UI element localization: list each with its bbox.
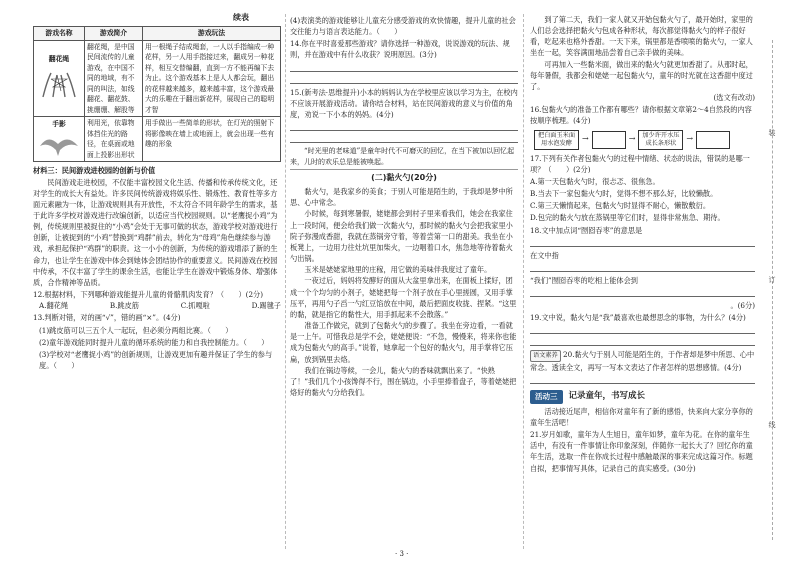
option-c[interactable]: C.第三天懒惰起来，包黏火勺时显得不耐心，懒散敷衍。 — [530, 201, 711, 211]
story-paragraph: 小时候，每到寒暑假，姥姥都会到村子里来看我们，她会在我家住上一段时间，便会给我们做一次黏火勺，那时候的黏火勺会把我家里小院子弥漫成香甜，我就在蒸锅旁守着，等着尝第一口的甜美。我坐在小板凳上，一边用力往灶坑里加柴火，一边咽着口水，焦急地等待着黏火勺出锅。 — [290, 209, 513, 264]
binding-line — [772, 40, 773, 540]
question-13-item-4: (4)表演类的游戏能够让儿童充分感受游戏的欢快情趣，提升儿童的社会交往能力与语言表达能力。（ ） — [290, 16, 516, 37]
answer-line[interactable] — [290, 63, 518, 72]
story-paragraph: 准备工作做完，就到了包黏火勺的步骤了。我坐在旁边看，一看就是一上午。可惜我总是学不会，姥姥便说：“不急，慢慢来，将来你也能成为包黏火勺的高手。”说着，她拿起一个包好的黏火勺，用手掌将它压扁，放到锅里去烙。 — [290, 321, 517, 364]
left-column — [33, 14, 281, 371]
binding-mark-top: 装 — [768, 129, 776, 137]
option-c[interactable]: C.抓嘎啦 — [180, 301, 210, 311]
material-3-title: 材料三：民间游戏进校园的创新与价值 — [33, 166, 156, 176]
answer-line[interactable] — [530, 238, 755, 247]
option-b[interactable]: B.当去下一家包黏火勺时，觉得不想不那么好，比较懒散。 — [530, 189, 718, 199]
answer-line[interactable] — [290, 75, 518, 84]
table-header-intro: 游戏简介 — [85, 27, 143, 41]
story-paragraph: 玉米是姥姥家地里的庄稼，用它做的美味伴我度过了童年。 — [304, 265, 492, 275]
question-12-options — [33, 300, 281, 311]
option-d[interactable]: D.包完的黏火勺放在蒸锅里等它们时，显得非常焦急、期待。 — [530, 213, 725, 223]
reading-intro-note: “时光里的老味道”是童年时代不可磨灭的回忆，在当下被加以回忆起来，儿时的欢乐总是能被唤起。 — [290, 146, 518, 170]
flow-blank[interactable] — [592, 131, 626, 149]
game-intro-cell: 利用光，依靠物体挡住光的路径，在桌面或地面上投影出形状 — [85, 117, 143, 162]
column-divider — [285, 14, 287, 549]
answer-line[interactable] — [530, 375, 755, 384]
middle-column — [290, 14, 518, 398]
game-name-cell — [34, 117, 85, 162]
games-table — [33, 26, 281, 162]
continued-table-label: 续表 — [233, 13, 249, 22]
option-d[interactable]: D.踢毽子 — [251, 301, 281, 311]
hand-shadow-illustration — [38, 132, 80, 158]
table-row — [34, 40, 281, 117]
material-3-body: 民间游戏走进校园，不仅能丰富校园文化生活、传播和传承传统文化，还对学生的成长大有益处。许多民间传统游戏将娱乐性、锻炼性、教育性等多方面元素融为一体，让游戏规则具有开放性，不太符合不同年龄学生的需求，基于此许多学校对游戏进行改编创新，以适应当代校园规则。以“老鹰捉小鸡”为例，传统规则里被捉住的“小鸡”会处于无事可做的状态，游戏学校对游戏进行创新，让被捉到的“小鸡”替换到“鸡群”前去，转化为“母鸡”角色继续参与游戏，承担起保护“鸡群”的职责。这一小小的创新，为传统的游戏增添了新的生命力，也让学生在游戏中体会到她体会团结协作的重要意义。民间游戏在校园中传承，不仅丰富了学生的课余生活，也能让学生在游戏中锻炼身体、增强体质，合作精神等品质。 — [33, 177, 278, 287]
story-paragraph: 黏火勺，是我家乡的美食；于别人可能是陌生的，于我却是梦中所思、心中常念。 — [290, 187, 513, 208]
question-12: 12.根据材料，下列哪种游戏能提升儿童的骨骼肌肉发育？（ ）(2分) — [33, 290, 264, 300]
page-number: · 3 · — [395, 550, 409, 558]
answer-line[interactable] — [530, 288, 755, 297]
game-name: 手影 — [52, 120, 66, 129]
activity-title: 记录童年，书写成长 — [568, 391, 646, 402]
option-a[interactable]: A.翻花绳 — [39, 301, 69, 311]
question-21: 21.岁月如歌，童年为人生旭日，童年如梦，童年为花。在你的童年生活中，有没有一件事情让你印象深刻，伴随你一起长大了？回忆你的童年生活，选取一件在你成长过程中感触最深的事来完成这篇习作。标题自拟，把事情写具体，记录自己的真实感受。(30分) — [530, 430, 753, 473]
section-title: (二)黏火勺(20分) — [371, 172, 437, 182]
question-17: 17.下列有关作者包黏火勺的过程中情绪、状态的说法，错误的是哪一项？（ ）(2分) — [530, 153, 750, 174]
story-paragraph: 我们在锅边等候，一会儿，黏火勺的香味就飘出来了。“快熟了！”我们几个小孩馋得不行，围在锅边，小手里捧着盘子，等着姥姥把烙好的黏火勺分给我们。 — [290, 365, 517, 397]
table-header-play: 游戏玩法 — [143, 27, 281, 41]
story-paragraph: 一夜过后，妈妈将发酵好的面从大盆里拿出来，在面板上揉好，团成一个个均匀的小剂子，姥姥把每一个剂子放在手心里搓圆，又用手掌压平，再用勺子舀一勺红豆馅放在中间，最后把面皮收拢、捏紧。“这里的黏，就是指它的黏性大，用手抓起来不会散落。” — [290, 276, 517, 319]
question-20 — [530, 349, 755, 373]
option-b[interactable]: B.跳皮筋 — [109, 301, 139, 311]
question-15: 15.(新考法·思维提升)小本的妈妈认为在学校里应该以学习为主，在校内不应该开展游戏活动。请你结合材料，站在民间游戏的意义与价值的角度，劝说一下小本的妈妈。(4分) — [290, 87, 518, 119]
story-paragraph: 到了第二天，我们一家人就又开始包黏火勺了，最开始时，家里的人们总会选择把黏火勺包成各种形状，每次都觉得黏火勺的样子很好看，吃起来也格外香甜。一天下来，锅里都是香喷喷的黏火勺，一家人坐在一起，笑容满面地品尝着自己亲手做的美味。 — [530, 15, 753, 58]
process-flow — [534, 130, 755, 150]
question-18-part-c: “我们”囫囵吞枣的吃相上能体会到 — [530, 275, 638, 285]
literacy-tag: 语文素养 — [530, 350, 561, 362]
answer-line[interactable] — [530, 263, 755, 272]
flow-blank[interactable] — [696, 131, 730, 149]
answer-line[interactable] — [530, 337, 755, 346]
option-a[interactable]: A.第一天包黏火勺时，很忐忑、很焦急。 — [530, 177, 660, 186]
question-14: 14.你在平时喜爱那些游戏？请你选择一种游戏，说说游戏的玩法、规则，并在游戏中有什么收获？说明原因。(3分) — [290, 39, 510, 60]
game-intro-cell: 翻花绳，是中国民间流传的儿童游戏，在中国不同的地域，有不同的叫法，如线翻花、翻花鼓、挑绷绷、解股等 — [85, 40, 143, 117]
arrow-right-icon: → — [686, 134, 694, 144]
activity-header — [530, 390, 755, 404]
question-18: 18.文中加点词“囫囵吞枣”的意思是 — [530, 225, 643, 235]
flow-step: 把白面玉米面用水泡发酵 — [534, 130, 579, 150]
question-13-item: (2)童年游戏能同时提升儿童的循环系统的能力和自我控制能力。（ ） — [39, 337, 269, 347]
table-header-row — [34, 27, 281, 41]
story-paragraph: 可再加入一些黏米面，做出来的黏火勺就更加香甜了。从那时起，每年暑假，我都会和姥姥一起包黏火勺，童年的时光就在这香甜中度过了。 — [530, 59, 753, 91]
answer-line[interactable] — [290, 134, 518, 143]
flow-step: 加少许开水压成长条形状 — [638, 130, 683, 150]
question-13-item: (1)跳皮筋可以三五个人一起玩，但必须分两组比赛。（ ） — [39, 325, 233, 335]
question-16: 16.包黏火勺的准备工作都有哪些？请你根据文章第2～4自然段的内容按顺序梳理。(4分) — [530, 105, 752, 126]
column-divider — [523, 14, 525, 549]
arrow-right-icon: → — [582, 134, 589, 144]
game-play-cell: 用手做出一些简单的形状，在灯光的照射下将影像映在墙上或地面上，就会出现一些有趣的形象 — [143, 117, 281, 162]
question-18-part-b: 在文中指 — [530, 250, 559, 260]
game-play-cell: 用一根绳子结成绳套，一人以手指编成一种花样，另一人用手指接过来，翻成另一种花样，相互交替编翻，直到一方不能再编下去为止。这个游戏基本上是人人都会玩，翻出的花样越来越多，越来越丰富，这个游戏最大的乐趣在于翻出新花样，展现自己的聪明才智 — [143, 40, 281, 117]
binding-mark-middle: 订 — [768, 276, 776, 284]
source-note: (选文有改动) — [713, 93, 755, 103]
question-20-text: 20.黏火勺于别人可能是陌生的，于作者却是梦中所思、心中常念。透读全文，再写一写本文表达了作者怎样的思想感情。(4分) — [530, 350, 755, 373]
question-19: 19.文中说，黏火勺是“我”最喜欢也最想思念的事物，为什么？(4分) — [530, 313, 746, 323]
game-name: 翻花绳 — [48, 55, 70, 64]
question-13-item: (3)学校对“老鹰捉小鸡”的创新规则，让游戏更加有趣并保证了学生的参与度。（ ） — [39, 349, 273, 371]
string-figure-illustration — [39, 67, 79, 101]
activity-badge: 活动三 — [530, 390, 563, 404]
question-18-points: 。(6分) — [730, 301, 755, 311]
answer-line[interactable] — [530, 325, 755, 334]
question-13: 13.判断对错，对的画“√”，错的画“×”。(4分) — [33, 313, 181, 323]
table-row — [34, 117, 281, 162]
answer-line[interactable] — [290, 122, 518, 131]
binding-mark-bottom: 线 — [768, 421, 776, 429]
table-header-name: 游戏名称 — [34, 27, 85, 41]
right-column — [530, 14, 755, 474]
arrow-right-icon: → — [628, 134, 636, 144]
game-name-cell — [34, 40, 85, 117]
activity-intro: 活动接近尾声，相信你对童年有了新的感悟，快来向大家分享你的童年生活吧！ — [530, 406, 753, 427]
